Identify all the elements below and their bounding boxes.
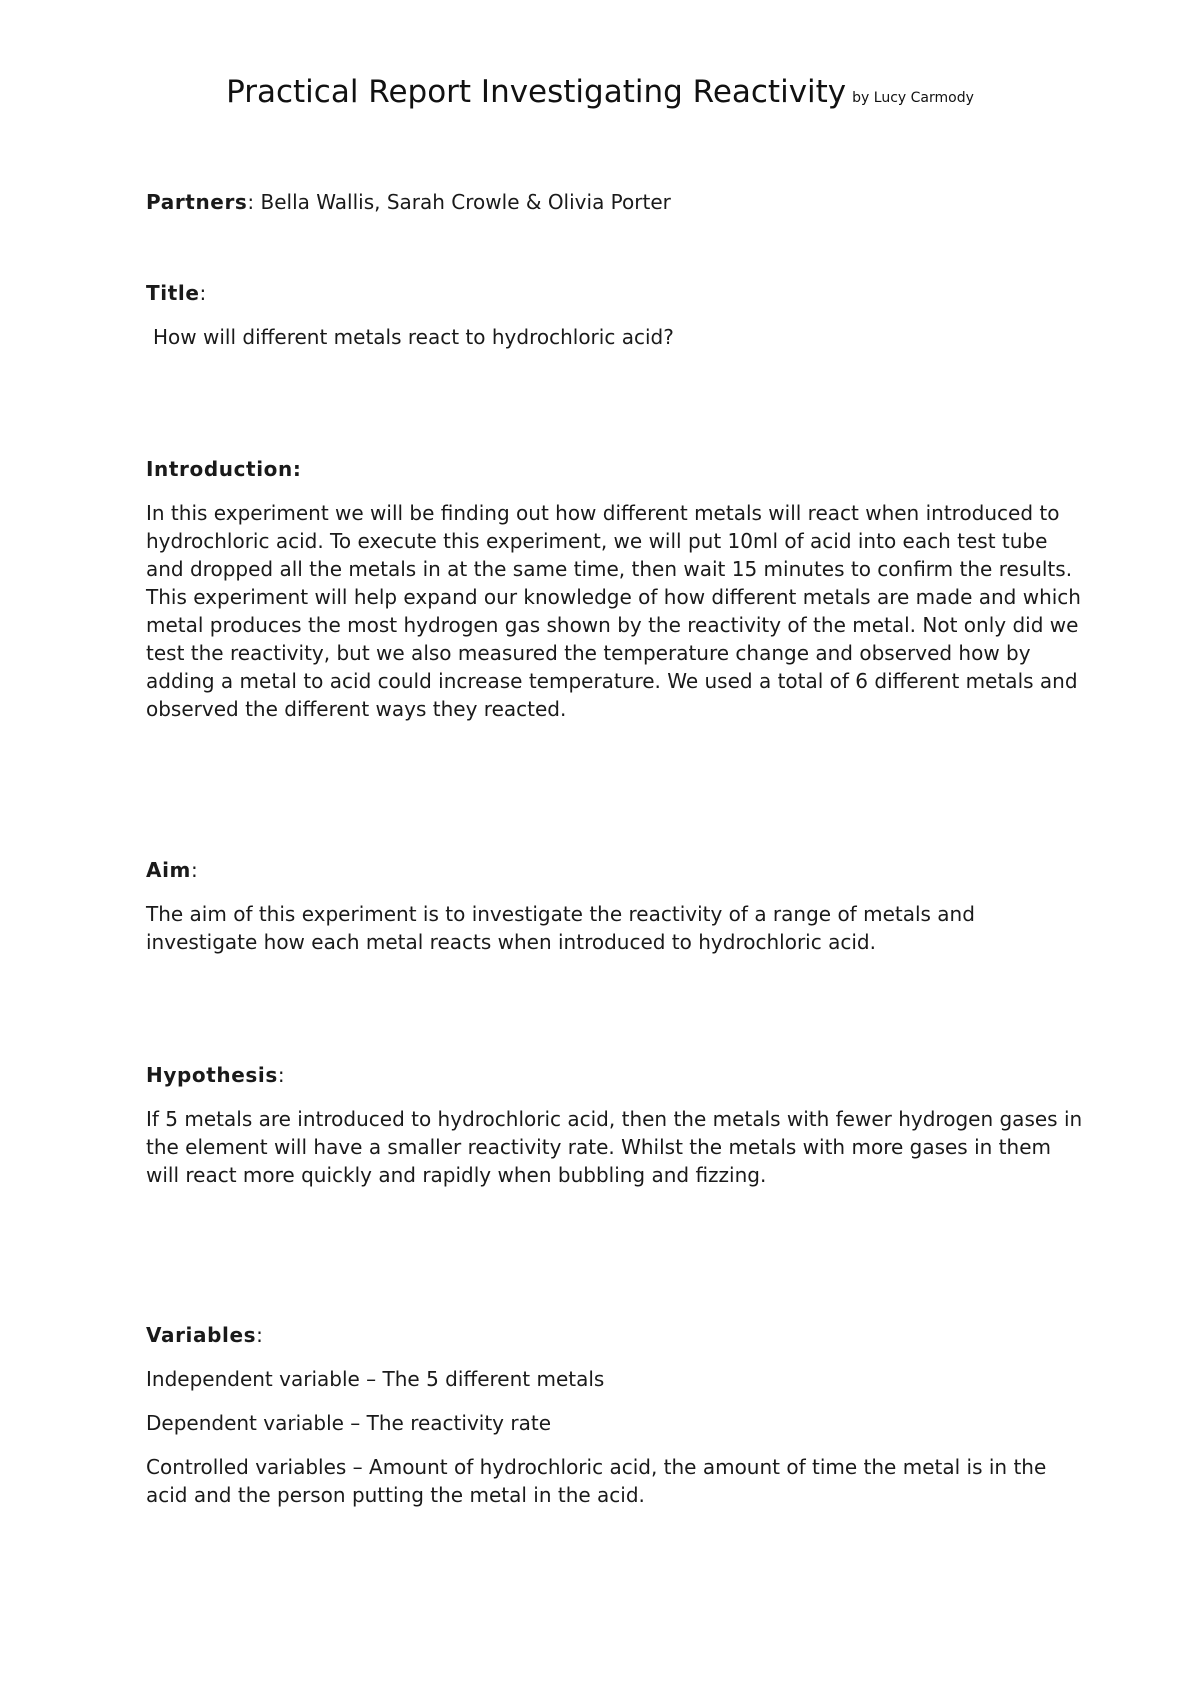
aim-heading: Aim: (146, 858, 198, 882)
aim-label: Aim (146, 858, 191, 882)
document-title (0, 72, 1200, 118)
dependent-variable: Dependent variable – The reactivity rate (146, 1411, 551, 1435)
hypothesis-heading: Hypothesis: (146, 1063, 285, 1087)
variables-label: Variables (146, 1323, 257, 1347)
partners-line: Partners: Bella Wallis, Sarah Crowle & Olivia Porter (146, 190, 671, 214)
controlled-variables: Controlled variables – Amount of hydrochloric acid, the amount of time the metal is in the acid and the person putting the metal in the acid. (146, 1455, 1047, 1507)
title-label: Title (146, 281, 200, 305)
introduction-paragraph: In this experiment we will be finding out how different metals will react when introduced to hydrochloric acid. To execute this experiment, we will put 10ml of acid into each test tube and dropped all the metals in at the same time, then wait 15 minutes to confirm the results. This experiment will help expand our knowledge of how different metals are made and which metal produces the most hydrogen gas shown by the reactivity of the metal. Not only did we test the reactivity, but we also measured the temperature change and observed how by adding a metal to acid could increase temperature. We used a total of 6 different metals and observed the different ways they reacted. (146, 501, 1081, 721)
hypothesis-label: Hypothesis (146, 1063, 278, 1087)
independent-variable: Independent variable – The 5 different metals (146, 1367, 605, 1391)
author-byline: by Lucy Carmody (852, 90, 974, 106)
title-text: Practical Report Investigating Reactivity (226, 74, 847, 110)
partners-value: Bella Wallis, Sarah Crowle & Olivia Porter (260, 190, 671, 214)
introduction-heading (146, 455, 1086, 483)
partners-label: Partners (146, 190, 248, 214)
hypothesis-paragraph: If 5 metals are introduced to hydrochloric acid, then the metals with fewer hydrogen gases in the element will have a smaller reactivity rate. Whilst the metals with more gases in them will react more quickly and rapidly when bubbling and fizzing. (146, 1107, 1083, 1187)
title-question: How will different metals react to hydrochloric acid? (153, 325, 674, 349)
introduction-label: Introduction: (146, 457, 302, 481)
aim-paragraph: The aim of this experiment is to investigate the reactivity of a range of metals and investigate how each metal reacts when introduced to hydrochloric acid. (146, 902, 975, 954)
variables-heading: Variables: (146, 1323, 263, 1347)
title-heading: Title: (146, 281, 207, 305)
